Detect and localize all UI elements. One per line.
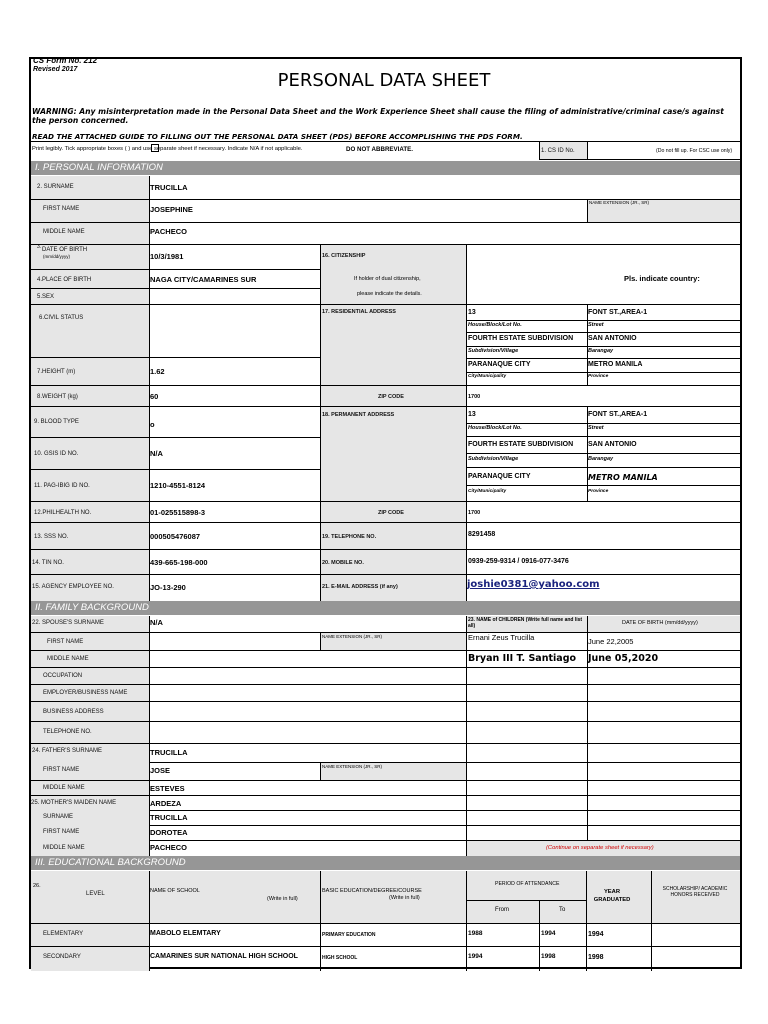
perm-subdivision-value[interactable]: FOURTH ESTATE SUBDIVISION [468,441,574,448]
dob-value[interactable]: 10/3/1981 [150,252,184,261]
res-barangay-value[interactable]: SAN ANTONIO [588,335,637,342]
edu-school-1[interactable]: MABOLO ELEMTARY [150,930,221,937]
rule [466,423,740,424]
mother-first-name-label: FIRST NAME [43,829,80,835]
telephone-value[interactable]: 8291458 [468,531,496,538]
cs-id-note: (Do not fill up. For CSC use only) [656,148,733,154]
edu-course-2[interactable]: HIGH SCHOOL [322,955,358,961]
pds-form [29,57,742,969]
from-header: From [495,907,509,913]
rule [466,467,740,468]
civil-status-label: 6.CIVIL STATUS [39,315,84,321]
mother-middle-name-label: MIDDLE NAME [43,845,85,851]
continue-note: (Continue on separate sheet if necessary) [546,845,654,851]
citizenship-label: 16. CITIZENSHIP [322,253,366,259]
philhealth-label: 12.PHILHEALTH NO. [34,510,92,516]
print-legibly-text: Print legibly. Tick appropriate boxes ( ) and use separate sheet if necessary. Indicate N/A if not applicable. [32,146,303,152]
rule [31,406,740,407]
res-zip-label: ZIP CODE [378,394,404,400]
rule [31,222,740,223]
rule [31,549,740,550]
rule [587,304,588,385]
email-label: 21. E-MAIL ADDRESS (if any) [322,584,398,590]
child-2-dob[interactable]: June 05,2020 [588,653,659,664]
permanent-address-label: 18. PERMANENT ADDRESS [322,412,395,418]
rule [320,244,321,601]
rule [31,288,320,289]
rule [466,372,740,373]
education-header-row [31,871,740,923]
mother-maiden-label: 25. MOTHER'S MAIDEN NAME [31,800,117,806]
rule [466,436,740,437]
rule [466,616,467,856]
mobile-value[interactable]: 0939-259-9314 / 0916-077-3476 [468,558,569,565]
rule [466,346,740,347]
perm-subdivision-label: Subdivision/Village [468,456,519,462]
child-1-name[interactable]: Ernani Zeus Trucilla [468,633,535,642]
year-graduated-header: YEAR GRADUATED [593,889,631,903]
perm-street-label: Street [588,425,604,431]
rule [466,453,740,454]
perm-barangay-label: Barangay [588,456,614,462]
dual-citizenship-note-1: If holder of dual citizenship, [354,276,421,282]
rule [149,825,740,826]
rule [31,269,320,270]
school-sub-header: (Write in full) [267,896,298,902]
rule [149,840,740,841]
perm-province-value[interactable]: METRO MANILA [588,473,658,482]
dob-label: DATE OF BIRTH [42,247,88,253]
edu-course-1[interactable]: PRIMARY EDUCATION [322,932,376,938]
pob-value[interactable]: NAGA CITY/CAMARINES SUR [150,275,257,284]
rule [149,616,150,856]
form-number: CS Form No. 212 [33,56,98,65]
middle-name-value[interactable]: PACHECO [150,227,187,236]
rule [31,946,740,947]
edu-to-1[interactable]: 1994 [541,930,556,937]
res-barangay-label: Barangay [588,348,614,354]
agency-value[interactable]: JO-13-290 [150,583,186,592]
edu-from-1[interactable]: 1988 [468,930,483,937]
res-house-label: House/Block/Lot No. [468,322,522,328]
section-family-background: II. FAMILY BACKGROUND [31,601,740,615]
rule [31,743,740,744]
mother-middle-name-value[interactable]: PACHECO [150,843,187,852]
education-num: 26. [33,883,41,889]
course-sub-header: (Write in full) [389,895,420,901]
rule [149,810,740,811]
rule [320,762,321,780]
rule [31,385,740,386]
pagibig-value[interactable]: 1210-4551-8124 [150,481,206,490]
level-header: LEVEL [86,891,105,897]
rule [31,650,740,651]
father-first-name-value[interactable]: JOSE [150,766,171,775]
rule [31,304,740,305]
sex-label: 5.SEX [37,294,55,300]
page-title: PERSONAL DATA SHEET [277,70,491,91]
rule [31,244,740,245]
mother-surname-label: SURNAME [43,814,74,820]
rule [320,632,321,650]
edu-level-1: ELEMENTARY [43,931,84,937]
father-middle-name-label: MIDDLE NAME [43,785,85,791]
honors-header: SCHOLARSHIP/ ACADEMIC HONORS RECEIVED [662,886,728,898]
period-header: PERIOD OF ATTENDANCE [495,881,560,887]
rule [466,358,740,359]
spouse-surname-label: 22. SPOUSE'S SURNAME [32,620,104,626]
rule [466,320,740,321]
blood-type-value[interactable]: o [150,420,155,429]
res-province-label: Province [588,374,609,379]
to-header: To [559,907,566,913]
children-header-label: 23. NAME of CHILDREN (Write full name and list all) [468,617,583,629]
res-house-value[interactable]: 13 [468,309,476,316]
warning-text: WARNING: Any misinterpretation made in the Personal Data Sheet and the Work Experience Sheet shall cause the filing of administrative/criminal case/s against the person concerned. [32,107,724,125]
children-dob-header: DATE OF BIRTH (mm/dd/yyyy) [622,620,698,626]
father-surname-value[interactable]: TRUCILLA [150,748,188,757]
res-zip-value[interactable]: 1700 [468,394,481,400]
height-value[interactable]: 1.62 [150,367,165,376]
res-street-value[interactable]: FONT ST.,AREA-1 [588,309,648,316]
edu-to-2[interactable]: 1998 [541,953,556,960]
mother-first-name-value[interactable]: DOROTEA [150,828,188,837]
weight-value[interactable]: 60 [150,392,159,401]
gsis-value[interactable]: N/A [150,449,163,458]
rule [31,684,740,685]
mobile-label: 20. MOBILE NO. [322,560,364,566]
perm-zip-label: ZIP CODE [378,510,404,516]
perm-province-label: Province [588,489,609,494]
rule [587,616,588,840]
rule [31,469,320,470]
sss-label: 13. SSS NO. [34,534,69,540]
edu-level-2: SECONDARY [43,954,81,960]
father-first-name-label: FIRST NAME [43,767,80,773]
perm-street-value[interactable]: FONT ST.,AREA-1 [588,411,648,418]
gsis-label: 10. GSIS ID NO. [34,451,79,457]
course-header: BASIC EDUCATION/DEGREE/COURSE [322,888,422,894]
occupation-label: OCCUPATION [43,673,83,679]
mother-maiden-value[interactable]: ARDEZA [150,799,182,808]
perm-city-value[interactable]: PARANAQUE CITY [468,473,531,480]
rule [149,762,740,763]
child-2-name[interactable]: Bryan III T. Santiago [468,653,577,664]
father-name-ext-label: NAME EXTENSION (JR., SR) [322,764,383,769]
rule [539,159,740,160]
agency-label: 15. AGENCY EMPLOYEE NO. [32,584,114,590]
indicate-country-label: Pls. indicate country: [624,274,700,283]
dob-format: (mm/dd/yyyy) [43,254,70,259]
school-header: NAME OF SCHOOL [150,888,200,894]
spouse-middle-name-label: MIDDLE NAME [47,656,89,662]
rule [31,141,740,142]
surname-label: 2. SURNAME [37,184,74,190]
rule [31,667,740,668]
spouse-name-ext-label: NAME EXTENSION (JR., SR) [322,634,383,639]
rule [149,176,150,601]
first-name-label: FIRST NAME [43,206,80,212]
res-subdivision-label: Subdivision/Village [468,348,519,354]
rule [31,632,740,633]
philhealth-value[interactable]: 01-025515898-3 [150,508,206,517]
rule [587,406,588,501]
rule [587,199,588,222]
mother-surname-value[interactable]: TRUCILLA [150,813,188,822]
rule [539,900,540,971]
edu-year-1[interactable]: 1994 [588,931,604,938]
perm-house-label: House/Block/Lot No. [468,425,522,431]
dob-num: 3. [37,244,42,250]
height-label: 7.HEIGHT (m) [37,369,76,375]
rule [586,871,587,971]
res-province-value[interactable]: METRO MANILA [588,361,643,368]
dual-citizenship-note-2: please indicate the details. [357,291,422,297]
perm-city-label: City/Municipality [468,489,507,494]
rule [466,900,586,901]
section-educational-background: III. EDUCATIONAL BACKGROUND [31,856,740,870]
blood-type-label: 9. BLOOD TYPE [34,419,79,425]
edu-school-2[interactable]: CAMARINES SUR NATIONAL HIGH SCHOOL [150,953,298,960]
employer-label: EMPLOYER/BUSINESS NAME [43,690,128,696]
rule [587,141,588,160]
rule [31,522,740,523]
rule [320,871,321,971]
section-personal-information: I. PERSONAL INFORMATION [31,161,740,175]
middle-name-label: MIDDLE NAME [43,229,85,235]
pob-label: 4.PLACE OF BIRTH [37,277,92,283]
label-column-mid [320,244,466,601]
perm-barangay-value[interactable]: SAN ANTONIO [588,441,637,448]
family-label-column [31,616,149,856]
surname-value[interactable]: TRUCILLA [150,183,188,192]
rule [31,923,740,924]
rule [31,574,740,575]
residential-address-label: 17. RESIDENTIAL ADDRESS [322,309,396,315]
name-ext-label: NAME EXTENSION (JR., SR) [589,200,650,205]
child-1-dob[interactable]: June 22,2005 [588,637,634,646]
tick-box-icon [151,144,159,152]
rule [466,332,740,333]
father-surname-label: 24. FATHER'S SURNAME [32,748,103,754]
first-name-value[interactable]: JOSEPHINE [150,205,193,214]
rule [31,780,740,781]
no-abbreviate-text: DO NOT ABBREVIATE. [346,146,414,153]
email-value[interactable]: joshie0381@yahoo.com [467,579,600,590]
rule [31,795,740,796]
res-subdivision-value[interactable]: FOURTH ESTATE SUBDIVISION [468,335,574,342]
spouse-surname-value[interactable]: N/A [150,618,163,627]
perm-zip-value[interactable]: 1700 [468,510,481,516]
rule [31,199,740,200]
telephone-no-label: TELEPHONE NO. [43,729,92,735]
spouse-first-name-label: FIRST NAME [47,639,84,645]
res-city-label: City/Municipality [468,374,507,379]
tin-value[interactable]: 439-665-198-000 [150,558,208,567]
rule [149,871,150,971]
revised-label: Revised 2017 [33,66,78,73]
rule [31,357,320,358]
telephone-label: 19. TELEPHONE NO. [322,534,377,540]
edu-year-2[interactable]: 1998 [588,954,604,961]
tin-label: 14. TIN NO. [32,560,64,566]
business-address-label: BUSINESS ADDRESS [43,709,104,715]
rule [31,501,740,502]
sss-value[interactable]: 000505476087 [150,532,201,541]
pagibig-label: 11. PAG-IBIG ID NO. [34,483,90,489]
rule [651,871,652,971]
cs-id-label: 1. CS ID No. [541,148,575,154]
rule [31,701,740,702]
rule [31,721,740,722]
res-city-value[interactable]: PARANAQUE CITY [468,361,531,368]
father-middle-name-value[interactable]: ESTEVES [150,784,185,793]
rule [466,244,467,601]
edu-from-2[interactable]: 1994 [468,953,483,960]
rule [466,871,467,971]
weight-label: 8.WEIGHT (kg) [37,394,78,400]
perm-house-value[interactable]: 13 [468,411,476,418]
rule [539,141,540,160]
res-street-label: Street [588,322,604,328]
rule [31,437,320,438]
read-guide-text: READ THE ATTACHED GUIDE TO FILLING OUT THE PERSONAL DATA SHEET (PDS) BEFORE ACCOMPLISHING THE PDS FORM. [32,132,523,141]
rule [466,485,740,486]
